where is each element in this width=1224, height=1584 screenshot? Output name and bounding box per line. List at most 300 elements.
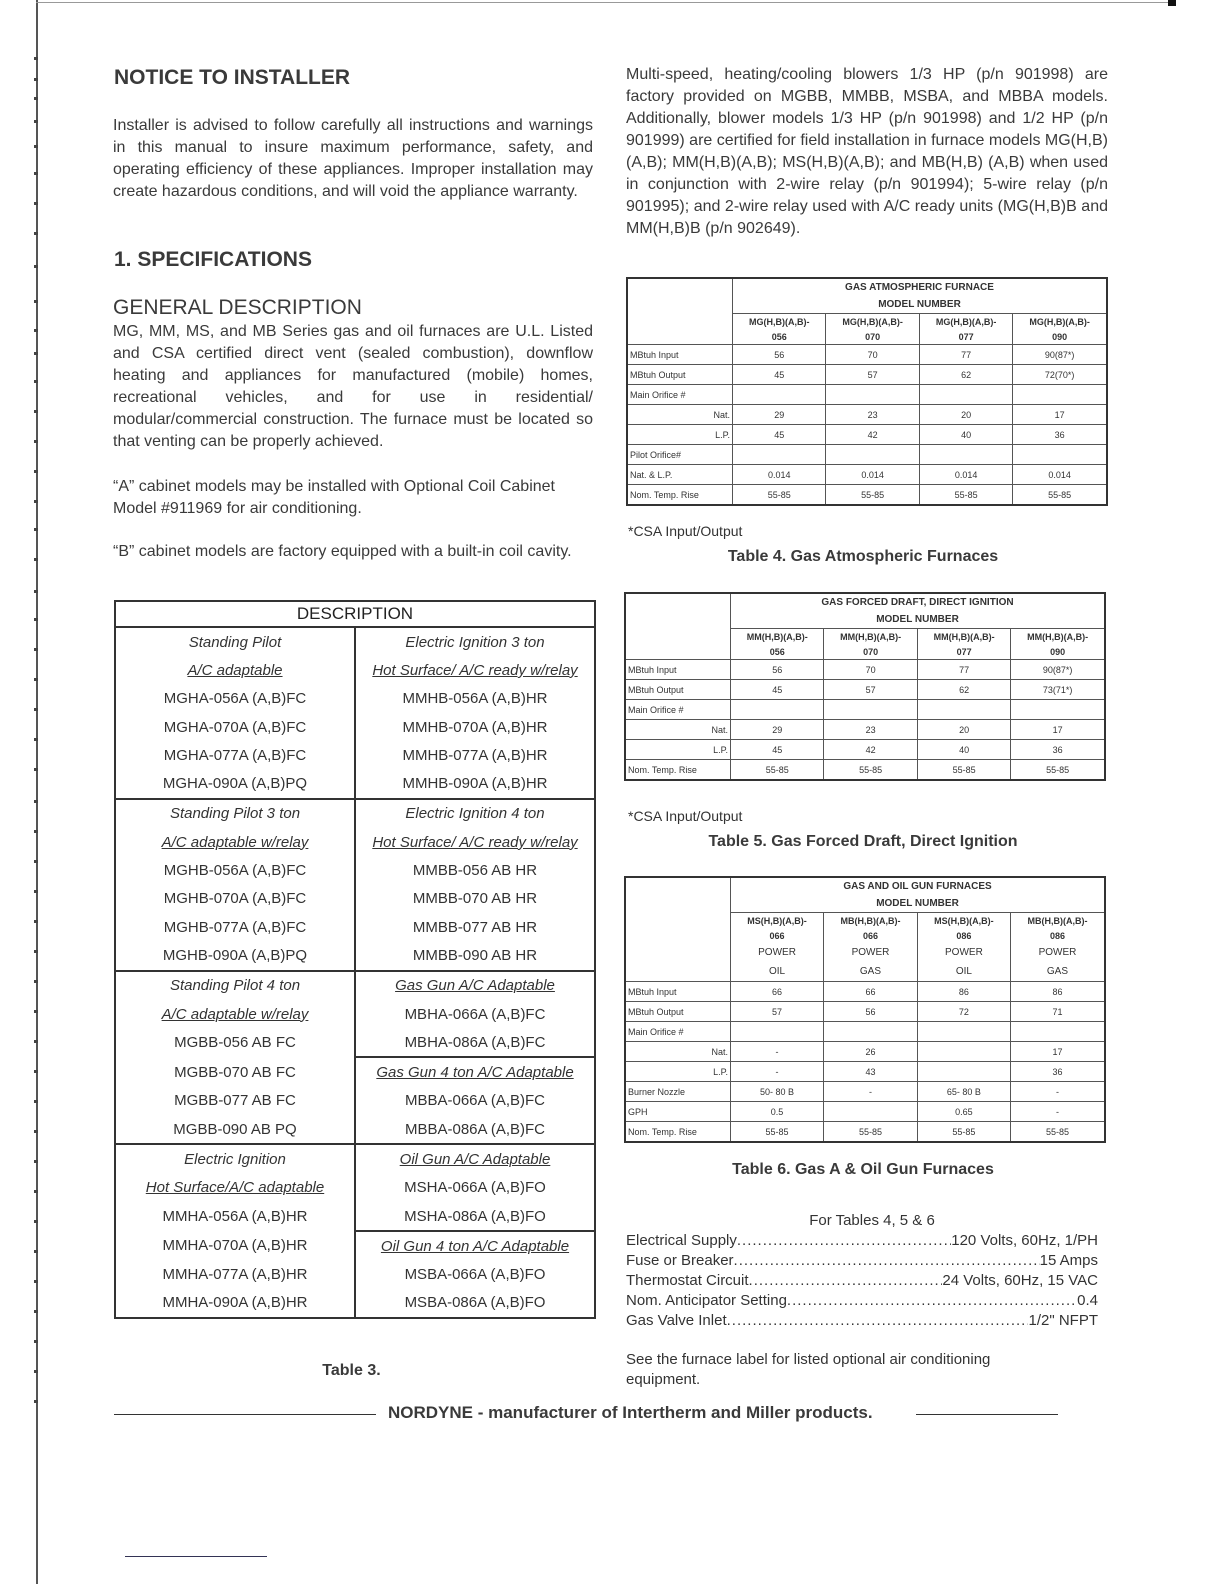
table-cell bbox=[1013, 385, 1107, 405]
table-cell: 17 bbox=[1013, 405, 1107, 425]
table-4-caption: Table 4. Gas Atmospheric Furnaces bbox=[727, 548, 999, 565]
description-row bbox=[115, 1028, 595, 1057]
table-cell: MBtuh Output bbox=[625, 1002, 731, 1022]
scan-tick-mark bbox=[34, 528, 38, 531]
table-cell: Nat. bbox=[625, 720, 731, 740]
footer-rule-left bbox=[114, 1414, 376, 1415]
scan-corner-mark bbox=[1168, 0, 1176, 6]
table-cell: POWER bbox=[731, 943, 824, 962]
table-cell: Burner Nozzle bbox=[625, 1082, 731, 1102]
table-cell: - bbox=[731, 1042, 824, 1062]
table-cell: MMHA-077A (A,B)HR bbox=[115, 1261, 355, 1289]
cabinet-b-text: “B” cabinet models are factory equipped with a built-in coil cavity. bbox=[113, 543, 572, 560]
table-cell: 45 bbox=[733, 365, 826, 385]
table-cell: 056 bbox=[733, 329, 826, 345]
table-cell: MBtuh Output bbox=[625, 680, 731, 700]
description-row bbox=[115, 941, 595, 970]
table-cell: Electric Ignition 3 ton bbox=[405, 633, 545, 651]
table-cell: Pilot Orifice# bbox=[627, 445, 733, 465]
table-cell: 086 bbox=[1010, 928, 1105, 943]
table-cell: Electric Ignition bbox=[115, 1144, 355, 1173]
scan-tick-mark bbox=[34, 1160, 38, 1163]
table-cell: 71 bbox=[1010, 1002, 1105, 1022]
table-cell: 66 bbox=[824, 982, 918, 1002]
table-cell: 36 bbox=[1011, 740, 1105, 760]
table-cell: Nom. Temp. Rise bbox=[625, 760, 731, 781]
table-cell bbox=[625, 593, 731, 660]
table-cell: 90(87*) bbox=[1013, 345, 1107, 365]
table-cell: 57 bbox=[731, 1002, 824, 1022]
scan-tick-mark bbox=[34, 78, 38, 81]
table-cell: GAS AND OIL GUN FURNACES bbox=[731, 877, 1106, 895]
table-cell: Main Orifice # bbox=[625, 700, 731, 720]
description-row bbox=[115, 799, 595, 828]
footer-text: NORDYNE - manufacturer of Intertherm and Miller products. bbox=[388, 1403, 873, 1422]
scan-tick-mark bbox=[34, 738, 38, 741]
table-cell: 070 bbox=[826, 329, 919, 345]
table-cell bbox=[919, 445, 1012, 465]
table-cell: 0.5 bbox=[731, 1102, 824, 1122]
table-cell: MGHB-090A (A,B)PQ bbox=[115, 941, 355, 970]
table-cell: MGBB-056 AB FC bbox=[115, 1028, 355, 1057]
table-cell: - bbox=[731, 1062, 824, 1082]
table-cell bbox=[824, 1022, 918, 1042]
table-cell: MBHA-066A (A,B)FC bbox=[404, 1005, 546, 1023]
spec-row bbox=[625, 680, 1105, 700]
table-cell: L.P. bbox=[625, 740, 731, 760]
table-cell: Main Orifice # bbox=[627, 385, 733, 405]
table-cell: GAS FORCED DRAFT, DIRECT IGNITION bbox=[731, 593, 1106, 611]
table-cell: MM(H,B)(A,B)- bbox=[824, 629, 917, 645]
electrical-spec-row bbox=[626, 1251, 1098, 1271]
table-cell: MGHA-090A (A,B)PQ bbox=[115, 769, 355, 798]
table-cell: MMHA-070A (A,B)HR bbox=[115, 1231, 355, 1260]
electrical-title: For Tables 4, 5 & 6 bbox=[809, 1212, 935, 1229]
table-cell: 56 bbox=[824, 1002, 918, 1022]
table-cell: MBtuh Input bbox=[625, 660, 731, 680]
spec-row bbox=[625, 1122, 1105, 1143]
spec-value: 15 Amps bbox=[1039, 1252, 1098, 1269]
scan-tick-mark bbox=[34, 202, 38, 205]
table-cell: MG(H,B)(A,B)- bbox=[919, 314, 1012, 330]
table-cell: 57 bbox=[826, 365, 919, 385]
table-cell: 66 bbox=[731, 982, 824, 1002]
table-cell: MMBB-090 AB HR bbox=[412, 946, 538, 964]
table-cell: 17 bbox=[1011, 720, 1105, 740]
table-cell: Nom. Temp. Rise bbox=[627, 485, 733, 506]
table-cell: Main Orifice # bbox=[625, 1022, 731, 1042]
table-cell: 72(70*) bbox=[1013, 365, 1107, 385]
spec-row bbox=[625, 660, 1105, 680]
spec-row bbox=[625, 1022, 1105, 1042]
spec-row bbox=[625, 982, 1105, 1002]
table-cell: 42 bbox=[826, 425, 919, 445]
table-cell: 55-85 bbox=[731, 760, 824, 781]
description-row bbox=[115, 713, 595, 741]
table-5-note: *CSA Input/Output bbox=[628, 808, 743, 824]
table-cell: 23 bbox=[824, 720, 917, 740]
scan-tick-mark bbox=[34, 329, 38, 332]
table-cell bbox=[733, 385, 826, 405]
spec-row bbox=[625, 760, 1105, 781]
table-cell: 17 bbox=[1010, 1042, 1105, 1062]
scan-tick-mark bbox=[34, 1310, 38, 1313]
electrical-spec-row bbox=[626, 1291, 1098, 1311]
table-cell: 45 bbox=[731, 680, 824, 700]
spec-row bbox=[627, 485, 1107, 506]
table-cell: 056 bbox=[731, 644, 824, 660]
table-cell: 55-85 bbox=[826, 485, 919, 506]
table-cell bbox=[917, 1042, 1010, 1062]
description-row bbox=[115, 856, 595, 884]
table-cell bbox=[917, 1062, 1010, 1082]
table-cell bbox=[824, 1102, 918, 1122]
general-description-text: MG, MM, MS, and MB Series gas and oil furnaces are U.L. Listed and CSA certified direct vent (sealed combustion), downflow heating and appliances for manufactured (mobile) homes, recreational vehicles, and for use in residential/ modular/commercial construction. The furnace must be located so that venting can be properly achieved. bbox=[113, 323, 593, 450]
table-cell: A/C adaptable w/relay bbox=[115, 1000, 355, 1028]
table-cell: - bbox=[824, 1082, 918, 1102]
table-cell: MMHB-077A (A,B)HR bbox=[402, 746, 548, 764]
scan-tick-mark bbox=[34, 57, 38, 60]
scan-tick-mark bbox=[34, 920, 38, 923]
ac-equipment-note: See the furnace label for listed optional air conditioning equipment. bbox=[626, 1351, 991, 1388]
table-cell: 55-85 bbox=[731, 1122, 824, 1143]
table-cell: 70 bbox=[824, 660, 917, 680]
table-cell: 73(71*) bbox=[1011, 680, 1105, 700]
table-cell: 42 bbox=[824, 740, 917, 760]
table-cell: MGHA-070A (A,B)FC bbox=[115, 713, 355, 741]
description-row bbox=[115, 656, 595, 684]
spec-row bbox=[627, 385, 1107, 405]
table-cell: Hot Surface/ A/C ready w/relay bbox=[372, 833, 578, 851]
spec-row bbox=[625, 1082, 1105, 1102]
table-cell: MODEL NUMBER bbox=[733, 296, 1108, 314]
table-cell: MBBA-086A (A,B)FC bbox=[404, 1120, 546, 1138]
table-4-gas-atmospheric bbox=[626, 277, 1108, 506]
table-cell: 86 bbox=[1010, 982, 1105, 1002]
scan-left-edge bbox=[36, 0, 38, 1584]
scan-tick-mark bbox=[34, 470, 38, 473]
table-cell bbox=[1010, 1022, 1105, 1042]
table-cell: 70 bbox=[826, 345, 919, 365]
description-row bbox=[115, 1261, 595, 1289]
general-description-heading: GENERAL DESCRIPTION bbox=[113, 296, 362, 319]
scan-tick-mark bbox=[34, 768, 38, 771]
electrical-spec-row bbox=[626, 1231, 1098, 1251]
table-cell: 077 bbox=[917, 644, 1010, 660]
description-row bbox=[115, 1231, 595, 1260]
table-cell bbox=[917, 1022, 1010, 1042]
table-cell: 090 bbox=[1013, 329, 1107, 345]
table-cell bbox=[917, 700, 1010, 720]
table-cell: 45 bbox=[733, 425, 826, 445]
table-cell bbox=[733, 445, 826, 465]
scan-tick-mark bbox=[34, 265, 38, 268]
table-cell bbox=[1013, 445, 1107, 465]
table-cell: Gas Gun A/C Adaptable bbox=[355, 971, 595, 1000]
spec-value: 120 Volts, 60Hz, 1/PH bbox=[951, 1232, 1098, 1249]
spec-row bbox=[627, 465, 1107, 485]
table-cell: 45 bbox=[731, 740, 824, 760]
table-3-caption: Table 3. bbox=[322, 1362, 381, 1379]
table-cell: MMBB-077 AB HR bbox=[412, 918, 538, 936]
description-row bbox=[115, 1289, 595, 1318]
table-cell: Oil Gun A/C Adaptable bbox=[355, 1144, 595, 1173]
footer-rule-right bbox=[916, 1414, 1058, 1415]
scan-tick-mark bbox=[34, 172, 38, 175]
description-row bbox=[115, 1000, 595, 1028]
description-row bbox=[115, 971, 595, 1000]
table-cell: MB(H,B)(A,B)- bbox=[1010, 913, 1105, 929]
spec-row bbox=[625, 1042, 1105, 1062]
spec-value: 0.4 bbox=[1077, 1292, 1098, 1309]
table-cell: 36 bbox=[1013, 425, 1107, 445]
table-cell: MMHB-090A (A,B)HR bbox=[402, 775, 548, 793]
table-4-note: *CSA Input/Output bbox=[628, 523, 743, 539]
scan-tick-mark bbox=[34, 1340, 38, 1343]
scan-tick-mark bbox=[34, 800, 38, 803]
scan-tick-mark bbox=[34, 120, 38, 123]
table-cell: A/C adaptable w/relay bbox=[115, 828, 355, 856]
table-cell bbox=[731, 700, 824, 720]
table-cell: GPH bbox=[625, 1102, 731, 1122]
table-cell: Standing Pilot 3 ton bbox=[115, 799, 355, 828]
table-6-caption: Table 6. Gas A & Oil Gun Furnaces bbox=[732, 1161, 994, 1178]
spec-label: Gas Valve Inlet bbox=[626, 1312, 727, 1329]
table-cell: 72 bbox=[917, 1002, 1010, 1022]
description-row bbox=[115, 627, 595, 656]
description-row bbox=[115, 1202, 595, 1231]
table-cell: 29 bbox=[731, 720, 824, 740]
description-row bbox=[115, 828, 595, 856]
notice-text: Installer is advised to follow carefully all instructions and warnings in this manual to insure maximum performance, safety, and operating efficiency of these appliances. Improper installation may create hazardous conditions, and will void the appliance warranty. bbox=[113, 117, 593, 200]
table-cell: 26 bbox=[824, 1042, 918, 1062]
leader-dots bbox=[787, 1291, 1077, 1311]
scan-tick-mark bbox=[34, 618, 38, 621]
description-row bbox=[115, 1087, 595, 1115]
table-cell: A/C adaptable bbox=[115, 656, 355, 684]
table-cell: MSHA-086A (A,B)FO bbox=[404, 1207, 546, 1225]
table-cell: MGHA-056A (A,B)FC bbox=[115, 685, 355, 713]
scan-tick-mark bbox=[34, 590, 38, 593]
table-cell: MSHA-066A (A,B)FO bbox=[404, 1179, 546, 1197]
spec-row bbox=[625, 720, 1105, 740]
scan-tick-mark bbox=[34, 1130, 38, 1133]
table-cell: 50- 80 B bbox=[731, 1082, 824, 1102]
scan-tick-mark bbox=[34, 352, 38, 355]
table-cell: MGBB-090 AB PQ bbox=[115, 1115, 355, 1144]
description-row bbox=[115, 1174, 595, 1202]
scan-tick-mark bbox=[34, 440, 38, 443]
table-cell: GAS ATMOSPHERIC FURNACE bbox=[733, 278, 1108, 296]
table-cell: 90(87*) bbox=[1011, 660, 1105, 680]
table-cell: 090 bbox=[1011, 644, 1105, 660]
scan-tick-mark bbox=[34, 1400, 38, 1403]
table-cell: 20 bbox=[917, 720, 1010, 740]
table-cell: MS(H,B)(A,B)- bbox=[917, 913, 1010, 929]
scan-tick-mark bbox=[34, 1280, 38, 1283]
table-cell: MGBB-070 AB FC bbox=[115, 1057, 355, 1086]
table-cell: 55-85 bbox=[919, 485, 1012, 506]
notice-heading: NOTICE TO INSTALLER bbox=[114, 66, 351, 89]
scan-tick-mark bbox=[34, 950, 38, 953]
table-cell: MG(H,B)(A,B)- bbox=[1013, 314, 1107, 330]
table-cell: 57 bbox=[824, 680, 917, 700]
scan-tick-mark bbox=[34, 1190, 38, 1193]
table-cell: 070 bbox=[824, 644, 917, 660]
table-cell: OIL bbox=[731, 962, 824, 982]
spec-row bbox=[627, 425, 1107, 445]
table-cell: 066 bbox=[731, 928, 824, 943]
table-cell: 77 bbox=[919, 345, 1012, 365]
table-cell: MGHB-077A (A,B)FC bbox=[115, 913, 355, 941]
spec-row bbox=[627, 445, 1107, 465]
spec-label: Electrical Supply bbox=[626, 1232, 737, 1249]
scan-tick-mark bbox=[34, 980, 38, 983]
leader-dots bbox=[734, 1251, 1040, 1271]
spec-label: Fuse or Breaker bbox=[626, 1252, 734, 1269]
scan-tick-mark bbox=[34, 1010, 38, 1013]
table-cell: 62 bbox=[919, 365, 1012, 385]
table-cell: Nat. bbox=[627, 405, 733, 425]
table-cell: MMHB-070A (A,B)HR bbox=[402, 718, 548, 736]
table-cell: Nat. & L.P. bbox=[627, 465, 733, 485]
table-cell: 0.014 bbox=[919, 465, 1012, 485]
table-cell bbox=[826, 385, 919, 405]
table-cell: MM(H,B)(A,B)- bbox=[731, 629, 824, 645]
table-cell: POWER bbox=[917, 943, 1010, 962]
table-cell: 55-85 bbox=[917, 1122, 1010, 1143]
table-cell bbox=[826, 445, 919, 465]
table-cell: MS(H,B)(A,B)- bbox=[731, 913, 824, 929]
scan-tick-mark bbox=[34, 300, 38, 303]
table-cell: POWER bbox=[824, 943, 918, 962]
table-cell: 23 bbox=[826, 405, 919, 425]
table-cell: MMHA-056A (A,B)HR bbox=[115, 1202, 355, 1231]
table-cell: 55-85 bbox=[824, 1122, 918, 1143]
table-cell: L.P. bbox=[627, 425, 733, 445]
spec-row bbox=[625, 1102, 1105, 1122]
table-cell bbox=[627, 278, 733, 345]
table-cell: MG(H,B)(A,B)- bbox=[733, 314, 826, 330]
leader-dots bbox=[737, 1231, 951, 1251]
spec-row bbox=[627, 405, 1107, 425]
description-table bbox=[114, 600, 596, 1319]
table-cell: Standing Pilot 4 ton bbox=[115, 971, 355, 1000]
table-cell bbox=[731, 1022, 824, 1042]
electrical-spec-row bbox=[626, 1271, 1098, 1291]
scan-tick-mark bbox=[34, 558, 38, 561]
leader-dots bbox=[727, 1311, 1029, 1331]
table-cell: MGHB-056A (A,B)FC bbox=[115, 856, 355, 884]
table-cell: 29 bbox=[733, 405, 826, 425]
table-cell: 55-85 bbox=[733, 485, 826, 506]
table-cell: MGHB-070A (A,B)FC bbox=[115, 885, 355, 913]
table-cell: MM(H,B)(A,B)- bbox=[1011, 629, 1105, 645]
table-cell: GAS bbox=[1010, 962, 1105, 982]
leader-dots bbox=[749, 1271, 943, 1291]
spec-row bbox=[625, 700, 1105, 720]
scan-tick-mark bbox=[34, 145, 38, 148]
scan-tick-mark bbox=[34, 1100, 38, 1103]
table-cell: - bbox=[1010, 1082, 1105, 1102]
specifications-heading: 1. SPECIFICATIONS bbox=[114, 248, 312, 271]
description-row bbox=[115, 913, 595, 941]
scan-tick-mark bbox=[34, 860, 38, 863]
table-cell: Oil Gun 4 ton A/C Adaptable bbox=[355, 1231, 595, 1260]
description-row bbox=[115, 685, 595, 713]
spec-value: 24 Volts, 60Hz, 15 VAC bbox=[942, 1272, 1098, 1289]
table-5-caption: Table 5. Gas Forced Draft, Direct Ignition bbox=[708, 833, 1018, 850]
table-cell: MGBB-077 AB FC bbox=[115, 1087, 355, 1115]
scan-tick-mark bbox=[34, 1220, 38, 1223]
spec-label: Thermostat Circuit bbox=[626, 1272, 749, 1289]
scan-tick-mark bbox=[34, 1370, 38, 1373]
scan-bottom-line bbox=[125, 1556, 267, 1557]
table-cell: Nom. Temp. Rise bbox=[625, 1122, 731, 1143]
description-row bbox=[115, 1057, 595, 1086]
spec-row bbox=[627, 345, 1107, 365]
scan-tick-mark bbox=[34, 678, 38, 681]
scan-tick-mark bbox=[34, 232, 38, 235]
scan-tick-mark bbox=[34, 890, 38, 893]
table-cell: 56 bbox=[731, 660, 824, 680]
scan-tick-mark bbox=[34, 648, 38, 651]
table-cell: MSBA-086A (A,B)FO bbox=[404, 1294, 546, 1312]
table-cell: MBtuh Input bbox=[625, 982, 731, 1002]
table-cell: 086 bbox=[917, 928, 1010, 943]
table-cell: 55-85 bbox=[1013, 485, 1107, 506]
table-cell: Gas Gun 4 ton A/C Adaptable bbox=[355, 1057, 595, 1086]
scan-tick-mark bbox=[34, 410, 38, 413]
table-cell: 066 bbox=[824, 928, 918, 943]
table-5-gas-forced-draft bbox=[624, 592, 1106, 781]
table-cell: MBHA-086A (A,B)FC bbox=[404, 1033, 546, 1051]
scan-tick-mark bbox=[34, 1070, 38, 1073]
blower-intro-text: Multi-speed, heating/cooling blowers 1/3 HP (p/n 901998) are factory provided on MGBB, MMBB, MSBA, and MBBA models. Additionally, blower models 1/3 HP (p/n 901998) and 1/2 HP (p/n 901999) are certified for field installation in furnace models MG(H,B)(A,B); MM(H,B)(A,B); MS(H,B)(A,B); and MB(H,B) (A,B) when used in conjunction with 2-wire relay (p/n 901994); 5-wire relay (p/n 901995); and 2-wire relay used with A/C ready units (MG(H,B)B and MM(H,B)B (p/n 902649). bbox=[626, 66, 1108, 237]
table-cell: 77 bbox=[917, 660, 1010, 680]
table-cell: Electric Ignition 4 ton bbox=[355, 799, 595, 828]
table-cell: MODEL NUMBER bbox=[731, 611, 1106, 629]
table-cell: Hot Surface/A/C adaptable bbox=[115, 1174, 355, 1202]
table-cell: 55-85 bbox=[917, 760, 1010, 781]
table-cell: 86 bbox=[917, 982, 1010, 1002]
table-cell bbox=[1011, 700, 1105, 720]
table-cell: 36 bbox=[1010, 1062, 1105, 1082]
table-cell: 62 bbox=[917, 680, 1010, 700]
table-cell bbox=[625, 877, 731, 982]
table-cell: MBtuh Input bbox=[627, 345, 733, 365]
scan-tick-mark bbox=[34, 1040, 38, 1043]
table-cell: 43 bbox=[824, 1062, 918, 1082]
table-cell: L.P. bbox=[625, 1062, 731, 1082]
table-cell: 65- 80 B bbox=[917, 1082, 1010, 1102]
scan-tick-mark bbox=[34, 708, 38, 711]
table-cell: POWER bbox=[1010, 943, 1105, 962]
table-cell: 0.014 bbox=[1013, 465, 1107, 485]
table-cell: 0.014 bbox=[733, 465, 826, 485]
table-cell: MB(H,B)(A,B)- bbox=[824, 913, 918, 929]
table-cell: OIL bbox=[917, 962, 1010, 982]
table-cell bbox=[824, 700, 917, 720]
table-cell: 55-85 bbox=[1011, 760, 1105, 781]
table-cell: MMHA-090A (A,B)HR bbox=[115, 1289, 355, 1318]
table-cell: 40 bbox=[917, 740, 1010, 760]
spec-label: Nom. Anticipator Setting bbox=[626, 1292, 787, 1309]
table-cell: MG(H,B)(A,B)- bbox=[826, 314, 919, 330]
table-cell: MODEL NUMBER bbox=[731, 895, 1106, 913]
spec-row bbox=[627, 365, 1107, 385]
spec-row bbox=[625, 1002, 1105, 1022]
